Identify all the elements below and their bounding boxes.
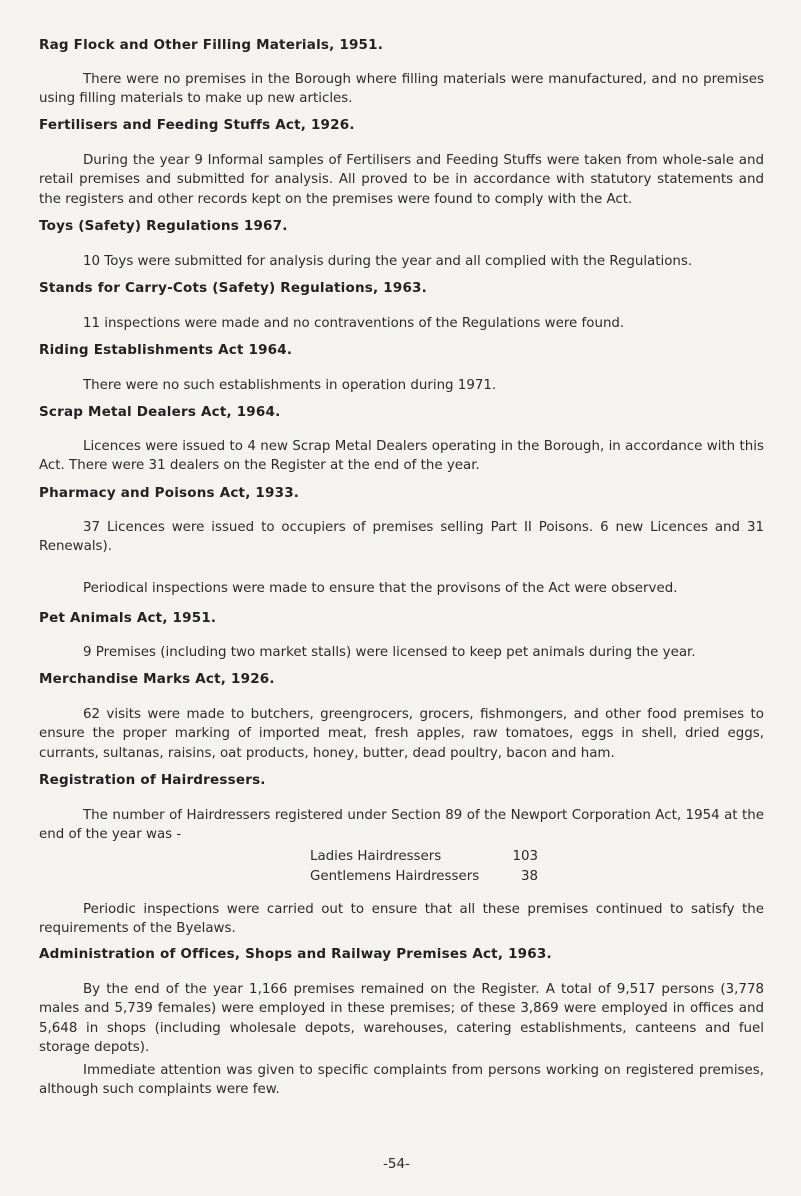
heading-fertilisers: Fertilisers and Feeding Stuffs Act, 1926. — [39, 117, 355, 133]
paragraph-riding-establishments: There were no such establishments in operation during 1971. — [83, 378, 497, 393]
paragraph-carry-cots: 11 inspections were made and no contraventions of the Regulations were found. — [83, 316, 625, 331]
hairdressers-count: 38 — [520, 869, 538, 884]
paragraph-offices-shops-register: By the end of the year 1,166 premises remained on the Register. A total of 9,517 persons (3,778 males and 5,739 females) were employed in these premises; of these 3,869 were employed in offices and 5,648 in shops (including wholesale depots, warehouses, catering establishments, canteens and fuel storage depots). — [39, 982, 764, 1056]
heading-merchandise-marks: Merchandise Marks Act, 1926. — [39, 671, 275, 687]
paragraph-hairdressers-count: The number of Hairdressers registered under Section 89 of the Newport Corporation Act, 1954 at the end of the year was - — [39, 808, 764, 843]
paragraph-rag-flock: There were no premises in the Borough where filling materials were manufactured, and no premises using filling materials to make up new articles. — [39, 72, 764, 107]
heading-rag-flock: Rag Flock and Other Filling Materials, 1951. — [39, 37, 384, 53]
hairdressers-label: Gentlemens Hairdressers — [310, 869, 480, 884]
paragraph-scrap-metal: Licences were issued to 4 new Scrap Metal Dealers operating in the Borough, in accordance with this Act. There were 31 dealers on the Register at the end of the year. — [39, 439, 764, 474]
hairdressers-label: Ladies Hairdressers — [310, 849, 442, 864]
heading-riding-establishments: Riding Establishments Act 1964. — [39, 342, 293, 358]
heading-offices-shops: Administration of Offices, Shops and Railway Premises Act, 1963. — [39, 946, 552, 962]
paragraph-toys-safety: 10 Toys were submitted for analysis during the year and all complied with the Regulations. — [83, 254, 693, 269]
hairdressers-count: 103 — [512, 849, 538, 864]
heading-toys-safety: Toys (Safety) Regulations 1967. — [39, 218, 288, 234]
paragraph-pet-animals: 9 Premises (including two market stalls) were licensed to keep pet animals during the year. — [83, 645, 696, 660]
heading-pet-animals: Pet Animals Act, 1951. — [39, 610, 217, 626]
paragraph-offices-shops-complaints: Immediate attention was given to specific complaints from persons working on registered premises, although such complaints were few. — [39, 1063, 764, 1098]
heading-hairdressers: Registration of Hairdressers. — [39, 772, 266, 788]
paragraph-merchandise-marks: 62 visits were made to butchers, greengrocers, grocers, fishmongers, and other food premises to ensure the proper marking of imported meat, fresh apples, raw tomatoes, eggs in shell, dried eggs, currants, sultanas, raisins, oat products, honey, butter, dead poultry, bacon and ham. — [39, 707, 764, 761]
heading-pharmacy-poisons: Pharmacy and Poisons Act, 1933. — [39, 485, 300, 501]
page-number: -54- — [383, 1156, 410, 1172]
paragraph-fertilisers: During the year 9 Informal samples of Fertilisers and Feeding Stuffs were taken from whole-sale and retail premises and submitted for analysis. All proved to be in accordance with statutory statements and the registers and other records kept on the premises were found to comply with the Act. — [39, 153, 764, 207]
paragraph-pharmacy-inspections: Periodical inspections were made to ensure that the provisons of the Act were observed. — [83, 581, 678, 596]
paragraph-hairdressers-inspections: Periodic inspections were carried out to ensure that all these premises continued to satisfy the requirements of the Byelaws. — [39, 902, 764, 937]
heading-scrap-metal: Scrap Metal Dealers Act, 1964. — [39, 404, 281, 420]
hairdressers-row-ladies — [310, 849, 538, 869]
heading-carry-cots: Stands for Carry-Cots (Safety) Regulations, 1963. — [39, 280, 427, 296]
hairdressers-row-gentlemens — [310, 869, 538, 889]
paragraph-pharmacy-licences: 37 Licences were issued to occupiers of premises selling Part II Poisons. 6 new Licences and 31 Renewals). — [39, 520, 764, 555]
